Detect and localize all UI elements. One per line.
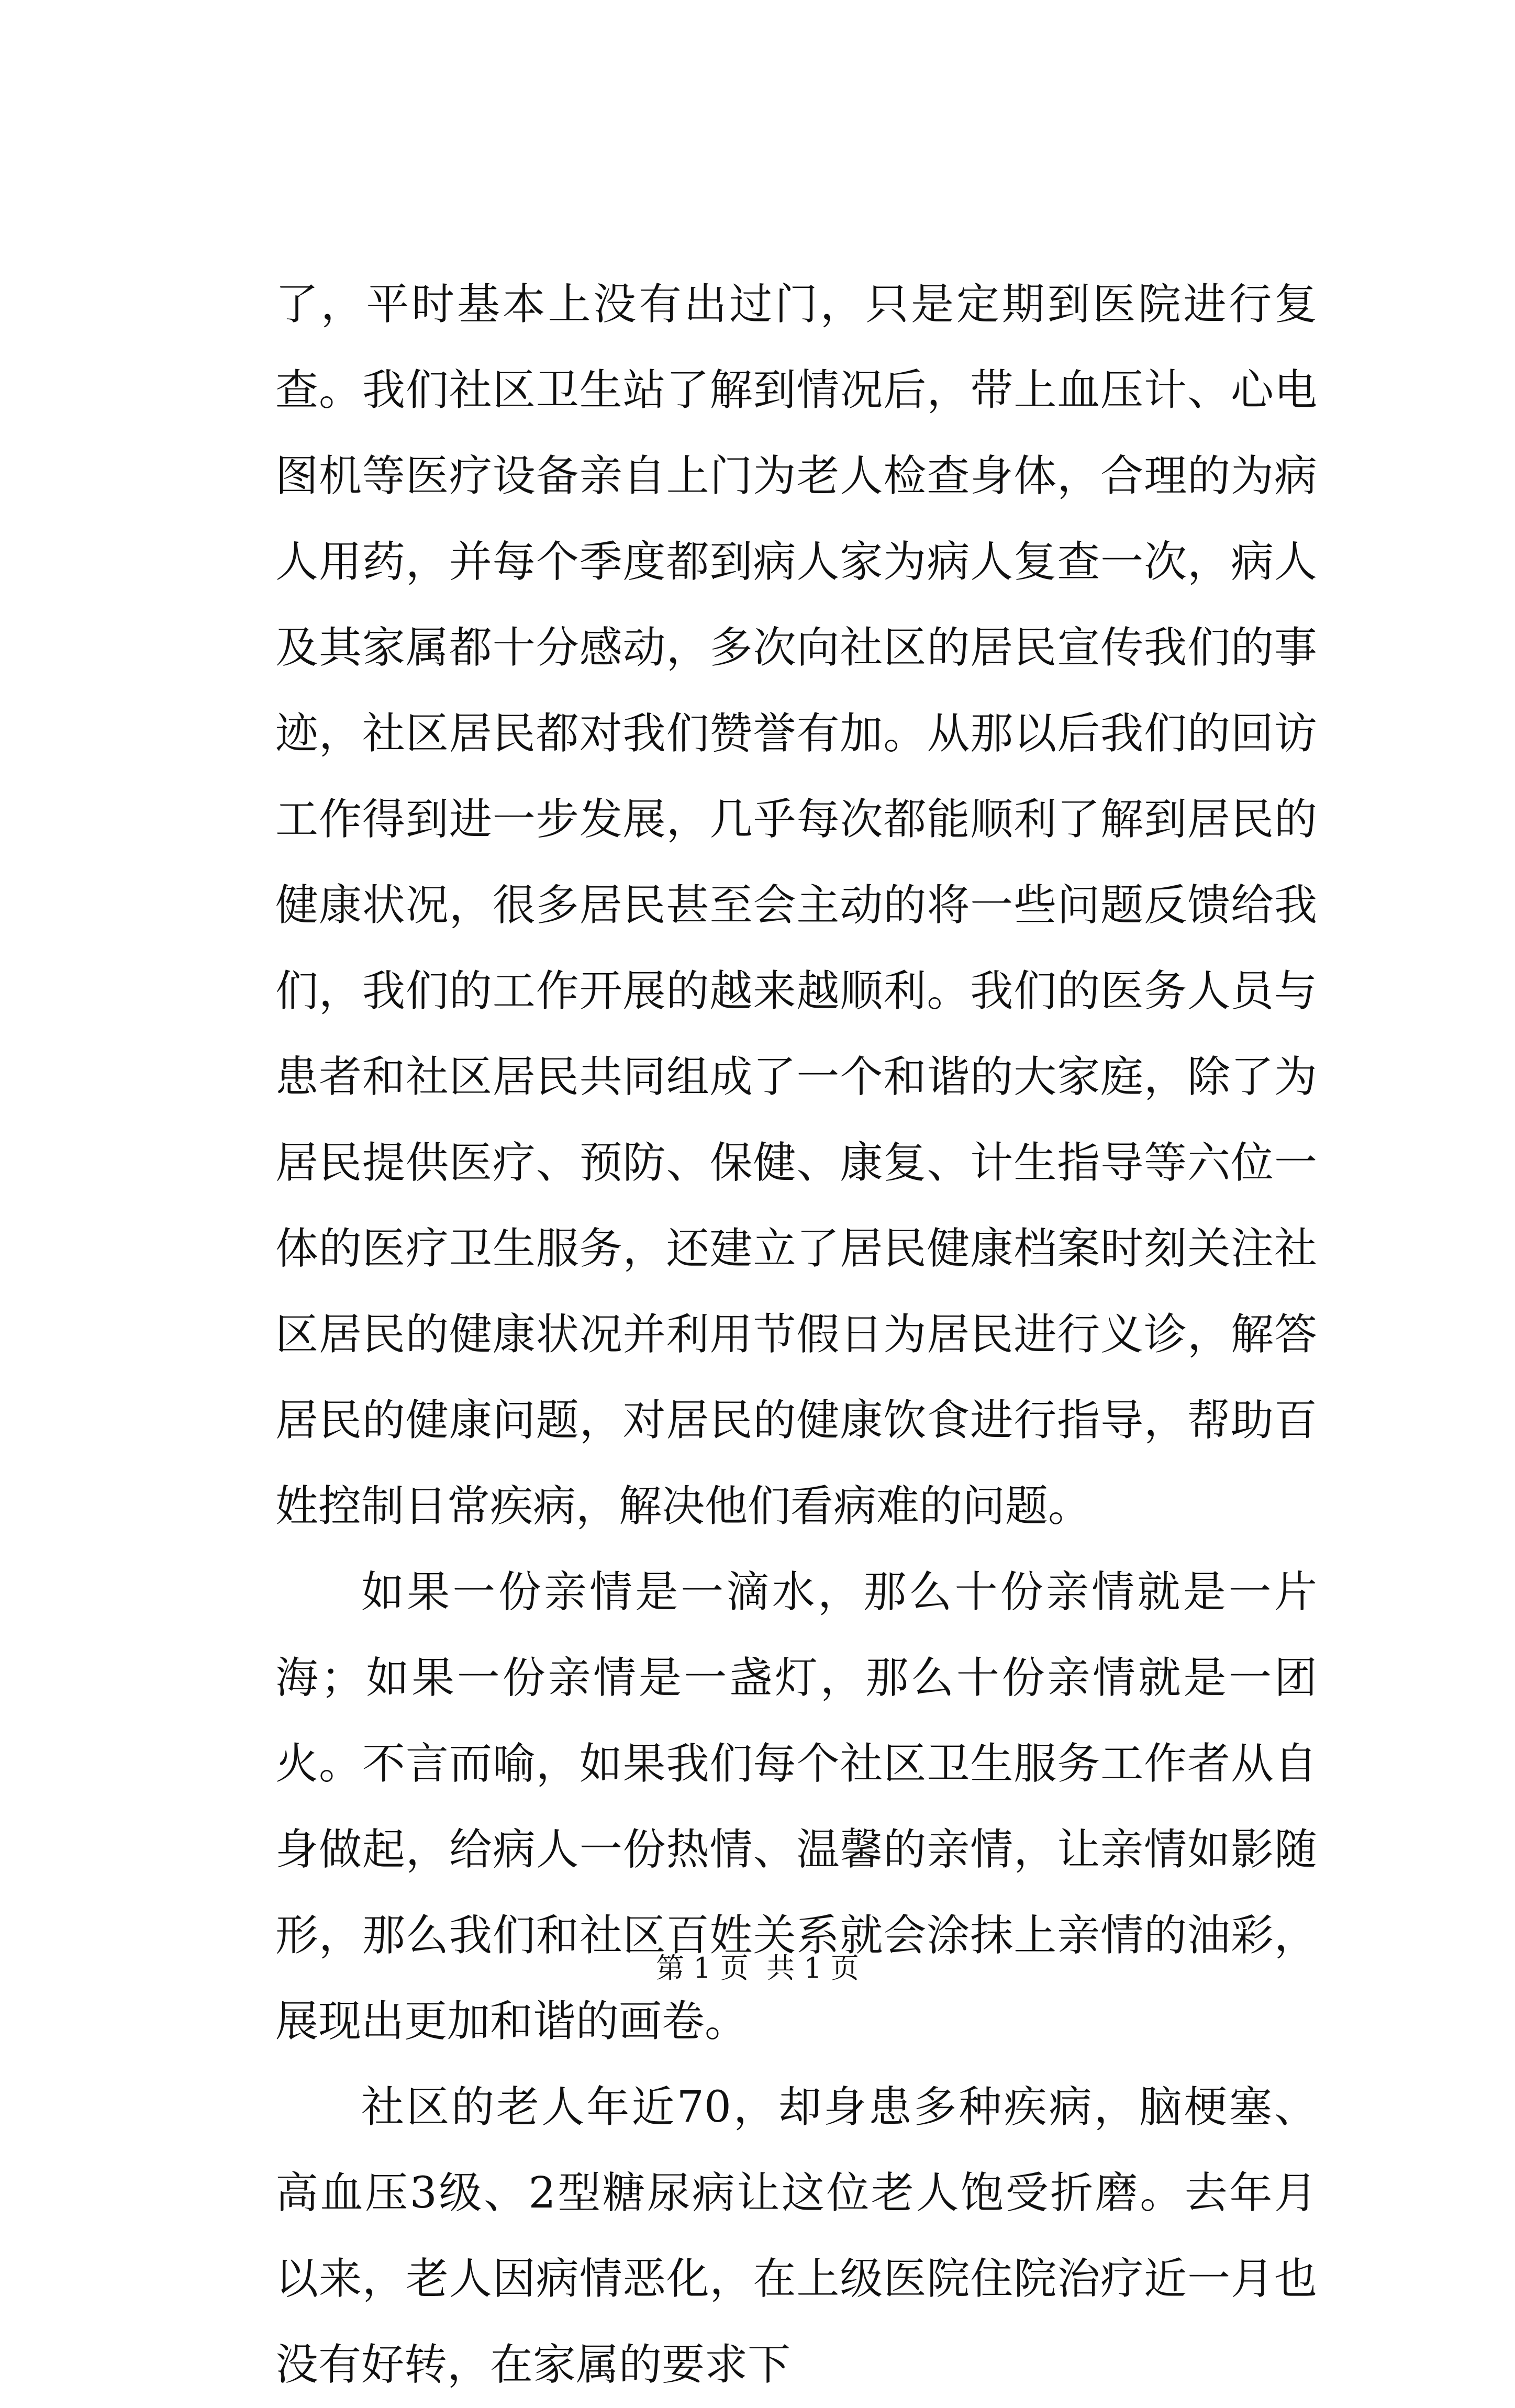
paragraph-1: 了，平时基本上没有出过门，只是定期到医院进行复查。我们社区卫生站了解到情况后，带上血压计、心电图机等医疗设备亲自上门为老人检查身体，合理的为病人用药，并每个季度都到病人家为病人复查一次，病人及其家属都十分感动，多次向社区的居民宣传我们的事迹，社区居民都对我们赞誉有加。从那以后我们的回访工作得到进一步发展，几乎每次都能顺利了解到居民的健康状况，很多居民甚至会主动的将一些问题反馈给我们，我们的工作开展的越来越顺利。我们的医务人员与患者和社区居民共同组成了一个和谐的大家庭，除了为居民提供医疗、预防、保健、康复、计生指导等六位一体的医疗卫生服务，还建立了居民健康档案时刻关注社区居民的健康状况并利用节假日为居民进行义诊，解答居民的健康问题，对居民的健康饮食进行指导，帮助百姓控制日常疾病，解决他们看病难的问题。 (275, 280, 1317, 1531)
document-body (275, 262, 1317, 2408)
paragraph-2: 如果一份亲情是一滴水，那么十份亲情就是一片海；如果一份亲情是一盏灯，那么十份亲情就是一团火。不言而喻，如果我们每个社区卫生服务工作者从自身做起，给病人一份热情、温馨的亲情，让亲情如影随形，那么我们和社区百姓关系就会涂抹上亲情的油彩，展现出更加和谐的画卷。 (275, 1567, 1317, 2046)
page-footer: 第 1 页 共 1 页 (656, 1952, 859, 1985)
paragraph-3: 社区的老人年近70，却身患多种疾病，脑梗塞、高血压3级、2型糖尿病让这位老人饱受折磨。去年月以来，老人因病情恶化，在上级医院住院治疗近一月也没有好转，在家属的要求下 (275, 2082, 1317, 2390)
